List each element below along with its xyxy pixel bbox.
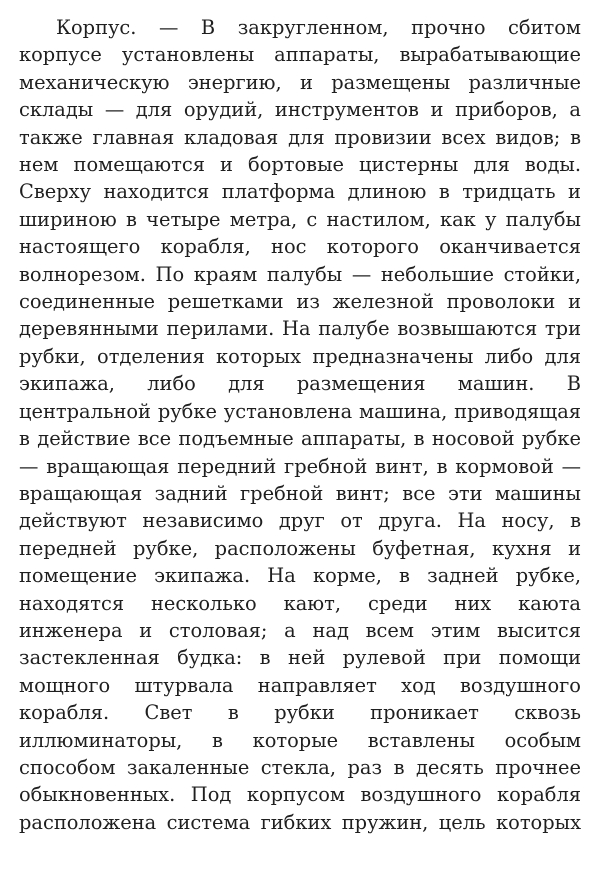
body-paragraph: Корпус. — В закругленном, прочно сбитом корпусе установлены аппараты, вырабатывающие механическую энергию, и размещены различные склады — для орудий, инструментов и приборов, а также главная кладовая для провизии всех видов; в нем помещаются и бортовые цистерны для воды. Сверху находится платформа длиною в тридцать и шириною в четыре метра, с настилом, как у палубы настоящего корабля, нос которого оканчивается волнорезом. По краям палубы — небольшие стойки, соединенные решетками из железной проволоки и деревянными перилами. На палубе возвышаются три рубки, отделения которых предназначены либо для экипажа, либо для размещения машин. В центральной рубке установлена машина, приводящая в действие все подъемные аппараты, в носовой рубке — вращающая передний гребной винт, в кормовой — вращающая задний гребной винт; все эти машины действуют независимо друг от друга. На носу, в передней рубке, расположены буфетная, кухня и помещение экипажа. На корме, в задней рубке, находятся несколько кают, среди них каюта инженера и столовая; а над всем этим высится застекленная будка: в ней рулевой при помощи мощного штурвала направляет ход воздушного корабля. Свет в рубки проникает сквозь иллюминаторы, в которые вставлены особым способом закаленные стекла, раз в десять прочнее обыкновенных. Под корпусом воздушного корабля расположена система гибких пружин, цель которых: [19, 16, 581, 834]
